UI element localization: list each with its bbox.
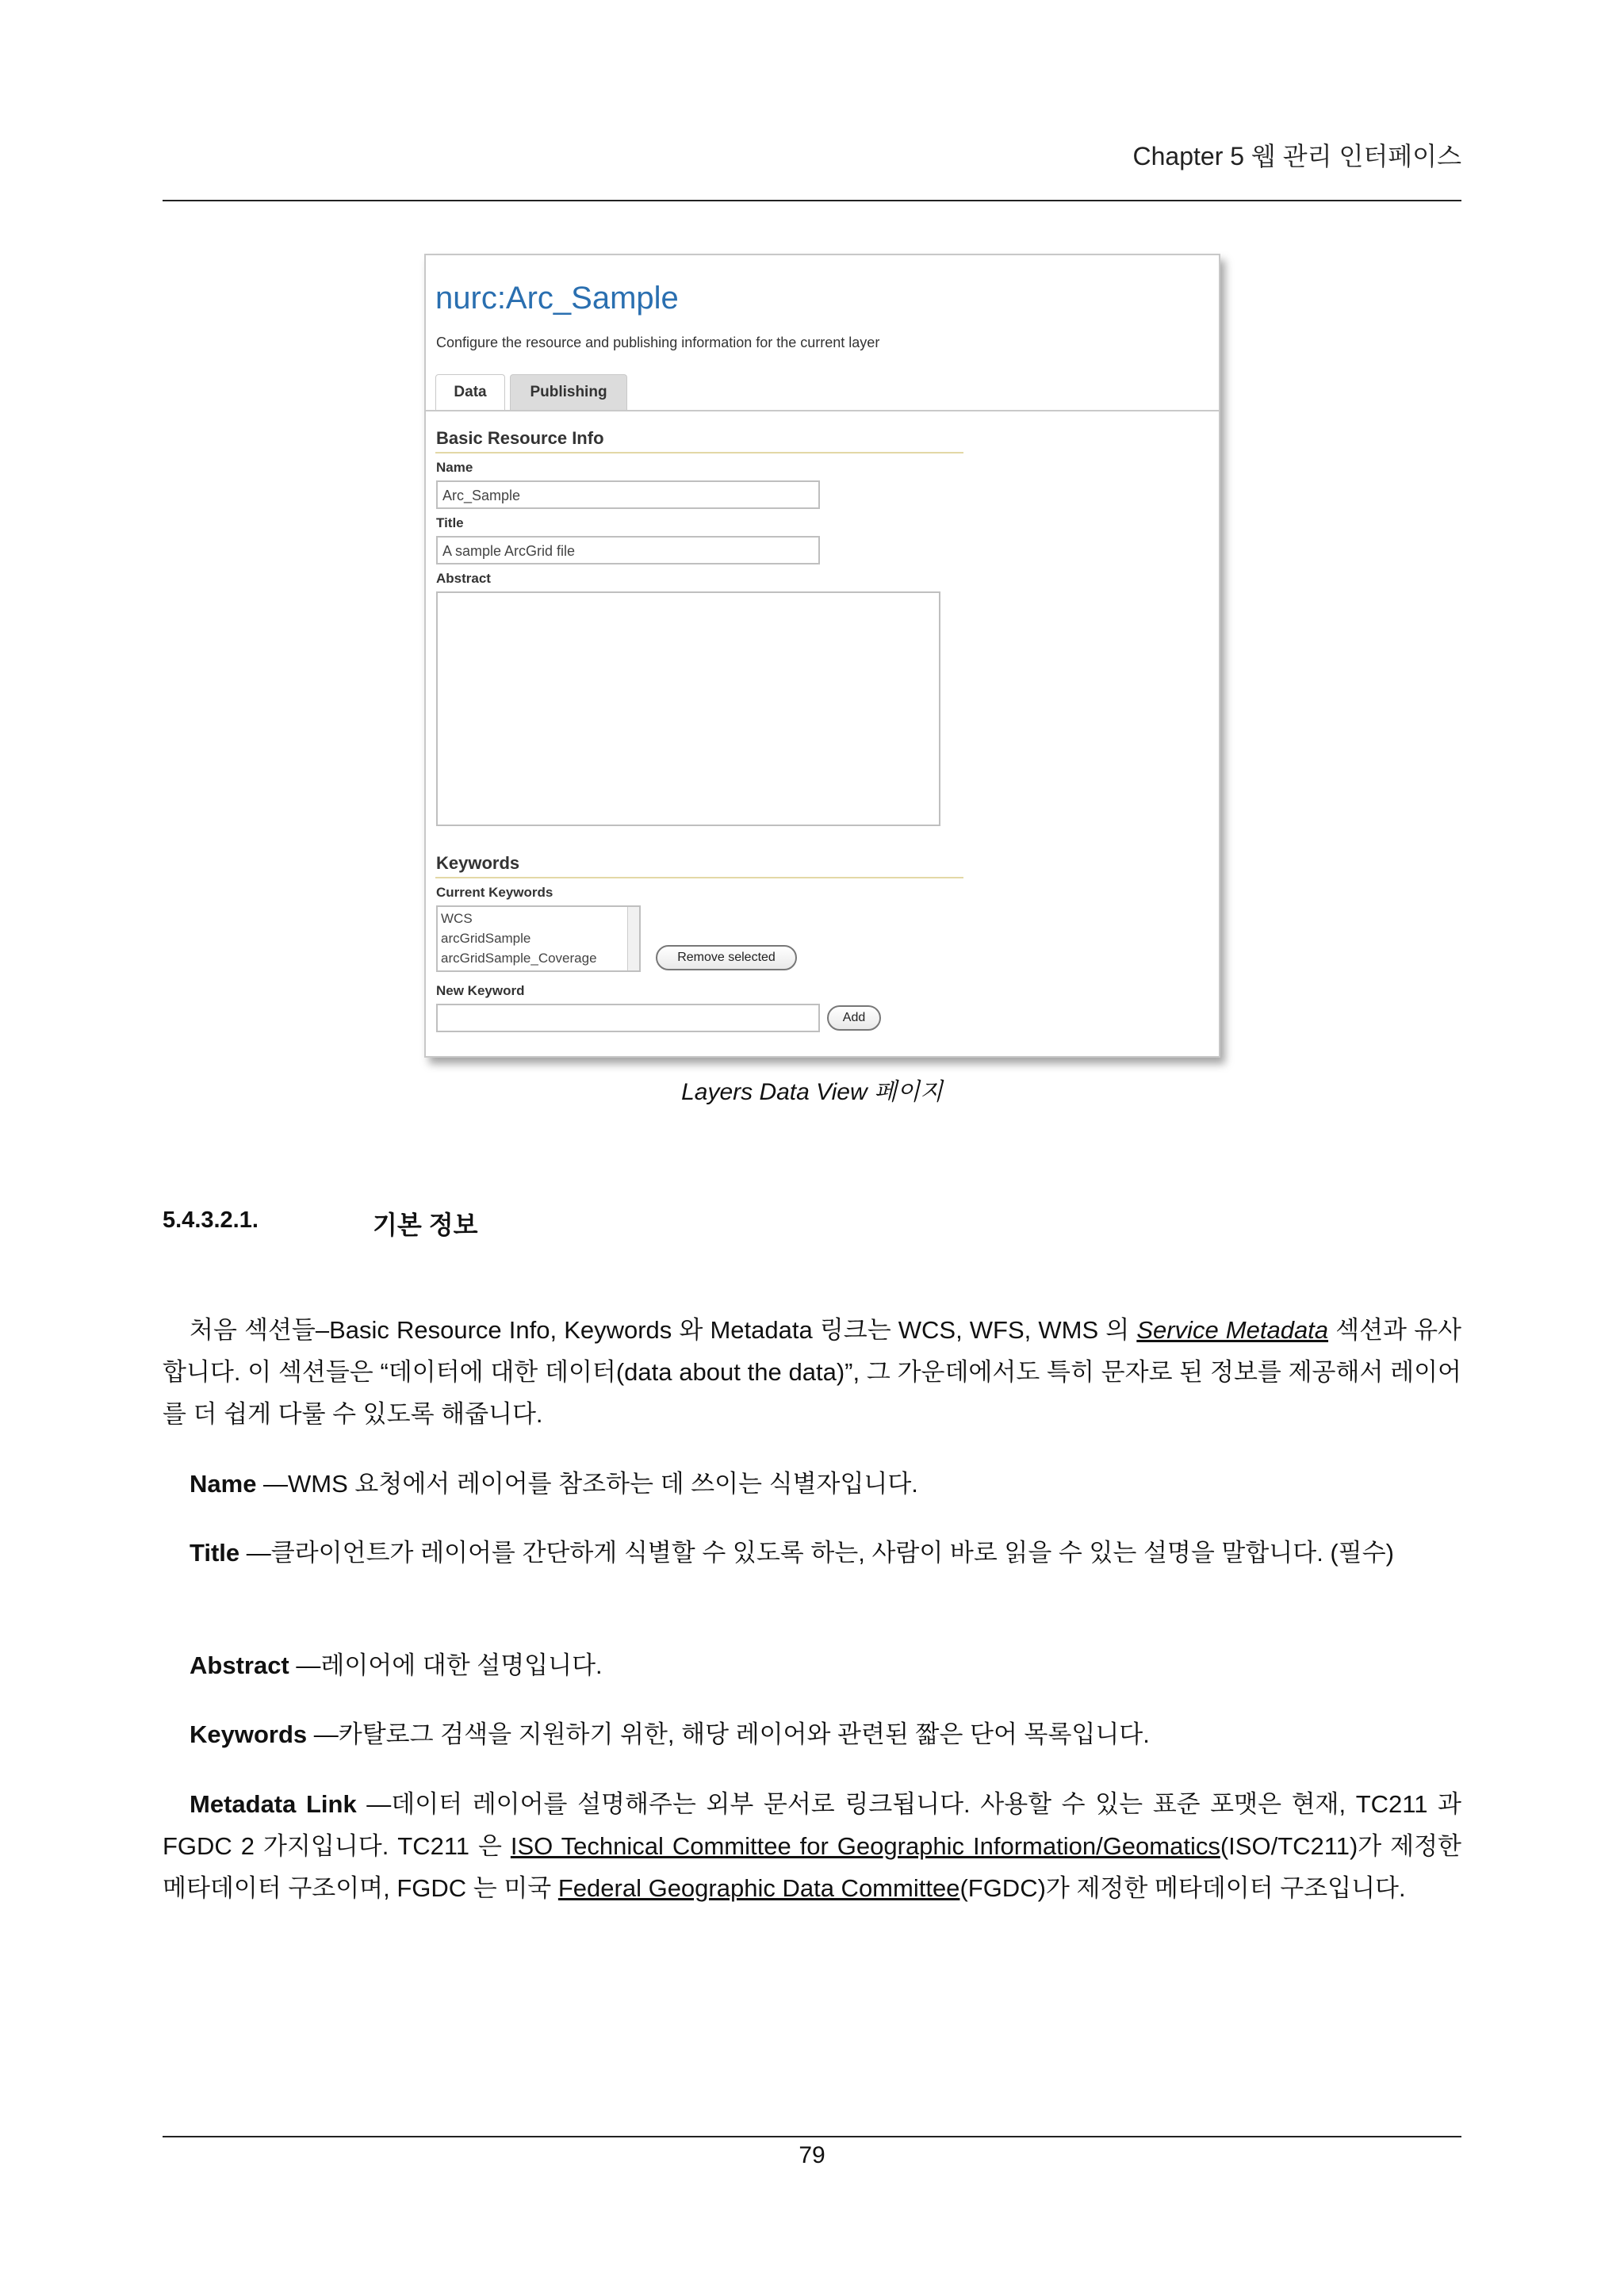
layer-title: nurc:Arc_Sample xyxy=(435,281,679,316)
keywords-scrollbar[interactable] xyxy=(627,907,639,970)
page-header xyxy=(163,127,1461,201)
basic-resource-info-heading: Basic Resource Info xyxy=(436,428,604,448)
current-keywords-label: Current Keywords xyxy=(436,885,553,900)
intro-text: 처음 섹션들–Basic Resource Info, Keywords 와 Metadata 링크는 WCS, WFS, WMS 의 xyxy=(190,1316,1137,1344)
current-keywords-list[interactable] xyxy=(436,905,641,972)
tab-divider xyxy=(426,410,1219,411)
definition-term: Title xyxy=(190,1539,240,1567)
definition-text: (FGDC)가 제정한 메타데이터 구조입니다. xyxy=(959,1874,1406,1902)
keyword-item[interactable]: arcGridSample xyxy=(441,931,531,946)
definition-text: —데이터 레이어를 설명해주는 외부 문서로 링크됩니다. 사용할 수 있는 표준 포맷은 현재, TC211 과 FGDC 2 가지입니다. TC211 은 xyxy=(163,1790,1461,1860)
definition-name xyxy=(163,1463,1461,1505)
definition-keywords xyxy=(163,1713,1461,1755)
intro-text: 섹션과 유사합니다. 이 섹션들은 “데이터에 대한 데이터(data about the data)”, 그 가운데에서도 특히 문자로 된 정보를 제공해서 레이어를 더 쉽게 다룰 수 있도록 해줍니다. xyxy=(163,1316,1461,1428)
section-number: 5.4.3.2.1. xyxy=(163,1207,259,1233)
definition-term: Name xyxy=(190,1470,257,1498)
definition-title xyxy=(163,1532,1461,1574)
definition-term: Abstract xyxy=(190,1651,289,1679)
section-divider xyxy=(435,452,963,453)
new-keyword-label: New Keyword xyxy=(436,983,525,998)
service-metadata-link[interactable]: Service Metadata xyxy=(1136,1316,1329,1344)
figure-caption: Layers Data View 페이지 xyxy=(681,1079,943,1105)
definition-metadata-link xyxy=(163,1783,1461,1909)
definition-abstract xyxy=(163,1644,1461,1686)
add-keyword-button[interactable]: Add xyxy=(827,1005,881,1031)
new-keyword-input[interactable] xyxy=(436,1004,820,1032)
footer-rule xyxy=(163,2136,1461,2137)
layer-subtitle: Configure the resource and publishing information for the current layer xyxy=(436,335,880,350)
remove-selected-button[interactable]: Remove selected xyxy=(656,945,797,970)
tab-publishing[interactable]: Publishing xyxy=(510,374,627,410)
iso-tc211-link[interactable]: ISO Technical Committee for Geographic Information/Geomatics xyxy=(510,1832,1220,1860)
page-number: 79 xyxy=(799,2142,825,2168)
definition-term: Keywords xyxy=(190,1720,308,1748)
definition-text: —카탈로그 검색을 지원하기 위한, 해당 레이어와 관련된 짧은 단어 목록입니다. xyxy=(307,1720,1150,1748)
intro-paragraph xyxy=(163,1309,1461,1435)
title-field[interactable]: A sample ArcGrid file xyxy=(436,536,820,564)
name-label: Name xyxy=(436,460,473,475)
abstract-label: Abstract xyxy=(436,571,491,586)
fgdc-link[interactable]: Federal Geographic Data Committee xyxy=(557,1874,960,1902)
definition-text: —WMS 요청에서 레이어를 참조하는 데 쓰이는 식별자입니다. xyxy=(256,1470,918,1498)
chapter-title: Chapter 5 웹 관리 인터페이스 xyxy=(1132,142,1461,170)
tab-data[interactable]: Data xyxy=(435,374,505,411)
section-divider xyxy=(435,877,963,878)
definition-text: (ISO/TC211)가 제정한 메타데이터 구조이며, FGDC 는 미국 xyxy=(163,1832,1461,1902)
definition-text: —클라이언트가 레이어를 간단하게 식별할 수 있도록 하는, 사람이 바로 읽을 수 있는 설명을 말합니다. (필수) xyxy=(239,1539,1394,1567)
title-label: Title xyxy=(436,515,464,530)
abstract-textarea[interactable] xyxy=(436,591,940,826)
keyword-item[interactable]: arcGridSample_Coverage xyxy=(441,951,597,966)
keywords-heading: Keywords xyxy=(436,853,520,873)
keyword-item[interactable]: WCS xyxy=(441,911,473,926)
layer-data-screenshot xyxy=(424,254,1220,1058)
name-field[interactable]: Arc_Sample xyxy=(436,480,820,509)
definition-term: Metadata Link xyxy=(190,1790,357,1818)
definition-text: —레이어에 대한 설명입니다. xyxy=(289,1651,603,1679)
section-title: 기본 정보 xyxy=(373,1211,478,1239)
